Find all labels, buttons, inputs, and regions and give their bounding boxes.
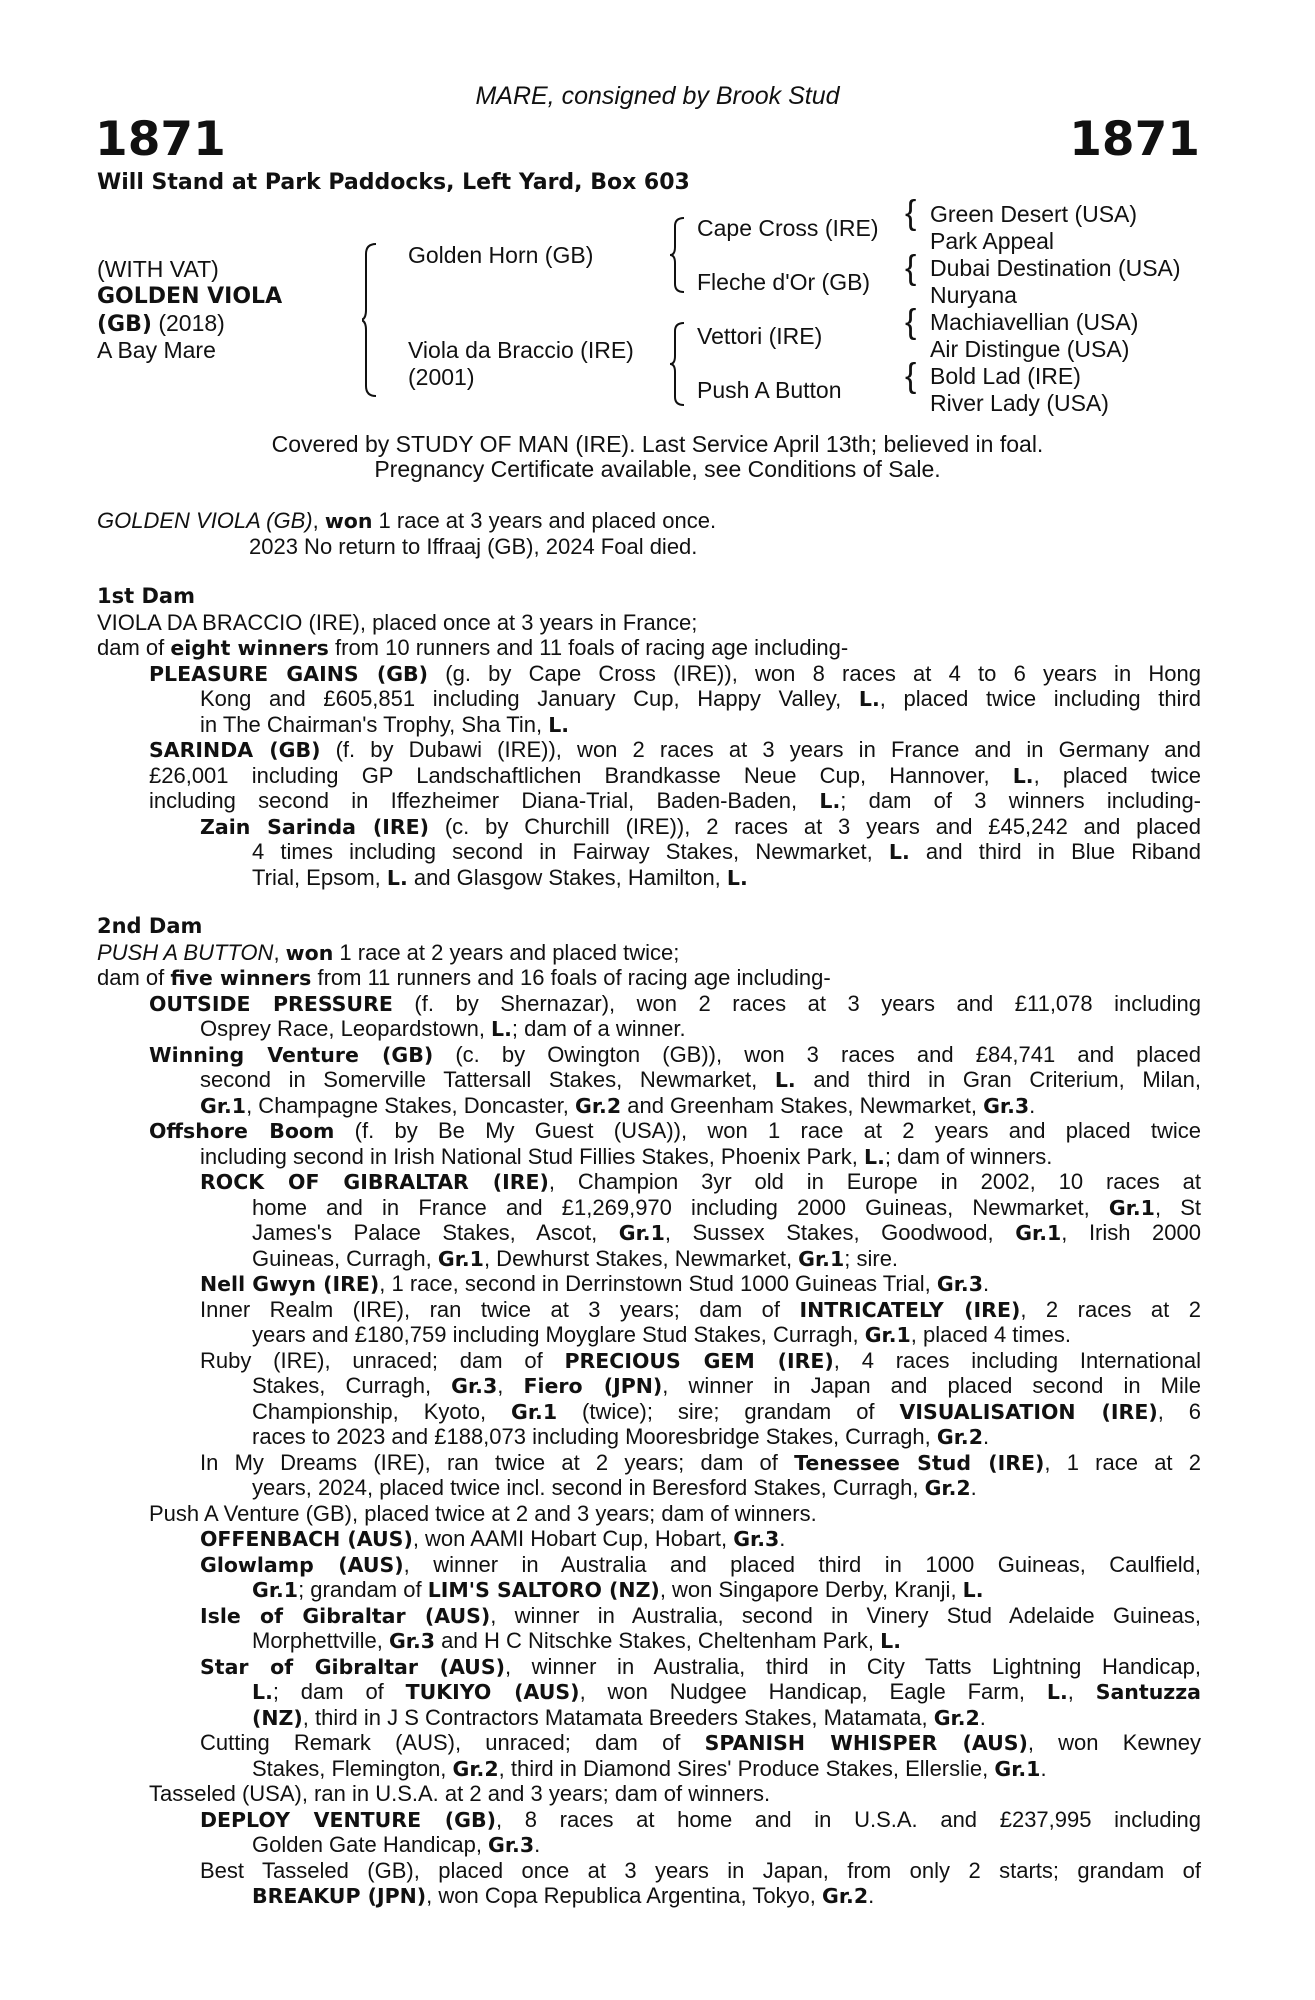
text-line [97, 1730, 1201, 1756]
text-run: , 1 race at 2 [1044, 1449, 1201, 1475]
text-run: L. [491, 1017, 512, 1041]
text-line [97, 1118, 1201, 1144]
text-run: , 8 races at home and in U.S.A. and £237,995 including [495, 1806, 1202, 1832]
text-run: In My Dreams (IRE), ran twice at 2 years; dam of [200, 1449, 795, 1475]
intro-block [97, 508, 1201, 559]
text-line: Best Tasseled (GB), placed once at 3 years in Japan, from only 2 starts; grandam of [200, 1857, 1201, 1883]
sire: Golden Horn (GB) [408, 242, 594, 268]
text-line [97, 737, 1201, 763]
text-run: Isle of Gibraltar (AUS) [200, 1603, 491, 1628]
text-run: Gr.3 [451, 1374, 498, 1398]
section-heading: 1st Dam [97, 584, 195, 608]
text-run: Championship, Kyoto, [252, 1398, 512, 1424]
text-run: , winner in Australia, third in City Tatts Lightning Handicap, [504, 1653, 1202, 1679]
text-run: Gr.1 [994, 1756, 1041, 1781]
text-run: , winner in Japan and placed second in Mile [662, 1373, 1202, 1398]
text-run: , won Copa Republica Argentina, Tokyo, [426, 1883, 823, 1908]
intro-line [97, 508, 1201, 534]
text-run: Gr.1 [1108, 1195, 1155, 1220]
text-run: Santuzza [1095, 1680, 1201, 1704]
text-line [97, 1016, 1201, 1042]
text-run: , third in J S Contractors Matamata Breeders Stakes, Matamata, [302, 1704, 934, 1730]
text-run: . [970, 1475, 977, 1500]
lot-number-left: 1871 [95, 112, 226, 167]
text-run: Morphettville, [252, 1628, 389, 1653]
horse-description: A Bay Mare [97, 337, 216, 363]
text-run: , winner in Australia, second in Vinery Stud Adelaide Guineas, [490, 1602, 1201, 1628]
text-line [97, 635, 1201, 661]
text-run: , Champion 3yr old in Europe in 2002, 10 races at [548, 1169, 1201, 1194]
text-run: Offshore Boom [149, 1119, 335, 1143]
text-run: (f. by Shernazar), won 2 races at 3 years and £11,078 including [392, 990, 1201, 1016]
text-run: , placed twice [1033, 762, 1201, 788]
text-run: TUKIYO (AUS) [405, 1680, 580, 1704]
text-run: (f. by Dubawi (IRE)), won 2 races at 3 years in France and in Germany and [320, 737, 1201, 762]
text-run: L. [726, 865, 748, 890]
text-run: Trial, Epsom, [252, 864, 387, 890]
g3-river-lady: River Lady (USA) [930, 390, 1109, 416]
text-run: (c. by Owington (GB)), won 3 races and £84,741 and placed [433, 1041, 1201, 1067]
text-line [97, 1348, 1201, 1374]
text-run: L. [548, 712, 570, 737]
text-run: Stakes, Curragh, [252, 1373, 452, 1398]
text-line [97, 1271, 1201, 1297]
pedigree-brace-main [362, 240, 382, 400]
text-run: ; dam of 3 winners including- [840, 788, 1202, 813]
certificate-line: Pregnancy Certificate available, see Conditions of Sale. [374, 456, 941, 482]
text-run: in The Chairman's Trophy, Sha Tin, [200, 711, 549, 737]
text-run: , 2 races at 2 [1020, 1296, 1201, 1322]
horse-origin-year [97, 310, 225, 338]
text-run: Gr.3 [936, 1272, 983, 1296]
text-run: L. [1046, 1680, 1068, 1704]
text-run: Gr.2 [924, 1476, 971, 1500]
consignor-line: MARE, consigned by Brook Stud [475, 82, 840, 110]
text-run: Inner Realm (IRE), ran twice at 3 years; dam of [200, 1296, 800, 1322]
text-line [97, 1450, 1201, 1476]
text-run: L. [858, 687, 880, 711]
sire-sire: Cape Cross (IRE) [697, 215, 879, 241]
text-run: L. [252, 1680, 273, 1704]
text-run: . [1029, 1092, 1036, 1118]
text-run: SARINDA (GB) [149, 738, 321, 762]
vat-note: (WITH VAT) [97, 256, 219, 282]
text-run: races to 2023 and £188,073 including Mooresbridge Stakes, Curragh, [252, 1424, 937, 1449]
text-run: and Greenham Stakes, Newmarket, [621, 1092, 984, 1118]
text-line [97, 1169, 1201, 1195]
text-run: . [868, 1883, 875, 1908]
text-line [97, 1373, 1201, 1399]
text-line [97, 1883, 1201, 1909]
text-run: ; grandam of [298, 1577, 428, 1602]
brace-sd: { [905, 249, 917, 287]
text-run: L. [1012, 763, 1034, 788]
text-run: James's Palace Stakes, Ascot, [252, 1220, 619, 1245]
text-run: years and £180,759 including Moyglare Stud Stakes, Curragh, [252, 1322, 865, 1347]
text-run: Gr.2 [575, 1093, 622, 1118]
text-run: , Dewhurst Stakes, Newmarket, [483, 1245, 799, 1271]
brace-dd: { [905, 357, 917, 395]
text-run: ROCK OF GIBRALTAR (IRE) [200, 1170, 549, 1194]
text-line: Push A Venture (GB), placed twice at 2 and 3 years; dam of winners. [149, 1500, 817, 1526]
text-run: SPANISH WHISPER (AUS) [704, 1731, 1028, 1755]
text-run: , won AAMI Hobart Cup, Hobart, [412, 1526, 734, 1551]
dam: Viola da Braccio (IRE) [408, 337, 634, 363]
text-run: (g. by Cape Cross (IRE)), won 8 races at 4 to 6 years in Hong [428, 660, 1201, 686]
text-run: L. [864, 1144, 885, 1169]
g3-nuryana: Nuryana [930, 282, 1017, 308]
second-dam-section [97, 914, 1201, 1909]
text-run: , 4 races including International [833, 1347, 1201, 1373]
horse-name: GOLDEN VIOLA [97, 284, 283, 309]
text-run: Fiero (JPN) [523, 1374, 663, 1398]
text-run: won [285, 940, 334, 965]
text-run: Star of Gibraltar (AUS) [200, 1654, 505, 1679]
text-run: L. [819, 789, 841, 813]
lot-number-right: 1871 [1069, 112, 1200, 167]
text-line [97, 1195, 1201, 1221]
text-run: , placed 4 times. [910, 1322, 1071, 1347]
text-line [97, 1603, 1201, 1629]
text-run: including second in Irish National Stud Fillies Stakes, Phoenix Park, [200, 1143, 865, 1169]
g3-machiavellian: Machiavellian (USA) [930, 309, 1139, 335]
text-run: and third in Blue Riband [909, 839, 1202, 864]
text-line [97, 1067, 1201, 1093]
text-run: , Sussex Stakes, Goodwood, [664, 1220, 1016, 1245]
intro-line: 2023 No return to Iffraaj (GB), 2024 Foal died. [249, 533, 698, 559]
text-line: Tasseled (USA), ran in U.S.A. at 2 and 3 years; dam of winners. [149, 1781, 771, 1806]
text-run: PLEASURE GAINS (GB) [149, 661, 429, 686]
text-run: ; dam of [272, 1679, 406, 1704]
text-run: Gr.2 [936, 1425, 983, 1449]
text-run: Osprey Race, Leopardstown, [200, 1016, 492, 1041]
text-run: (2018) [158, 310, 225, 336]
text-line [97, 1756, 1201, 1782]
text-line [97, 1144, 1201, 1170]
text-run: from 10 runners and 11 foals of racing age including- [328, 635, 849, 660]
text-line [97, 940, 1201, 966]
text-run: . [982, 1424, 990, 1449]
text-line [97, 1220, 1201, 1246]
text-run: £26,001 including GP Landschaftlichen Brandkasse Neue Cup, Hannover, [149, 762, 1013, 788]
text-line [97, 865, 1201, 891]
text-run: (NZ) [252, 1705, 303, 1730]
text-run: OUTSIDE PRESSURE [149, 991, 393, 1016]
text-run: , [273, 939, 286, 965]
text-run: , 6 [1157, 1398, 1202, 1424]
text-run: , [312, 508, 325, 533]
text-run: Nell Gwyn (IRE) [200, 1272, 380, 1296]
text-run: , [497, 1373, 524, 1398]
text-run: 1 race at 2 years and placed twice; [333, 939, 680, 965]
text-line [97, 839, 1201, 865]
text-run: (twice); sire; grandam of [557, 1398, 900, 1424]
text-line [97, 1705, 1201, 1731]
text-line [97, 686, 1201, 712]
text-run: , Irish 2000 [1061, 1220, 1201, 1245]
text-run: L. [888, 840, 910, 864]
text-run: (GB) [97, 312, 152, 337]
text-run: L. [386, 865, 408, 890]
text-line [97, 712, 1201, 738]
text-run: LIM'S SALTORO (NZ) [427, 1578, 660, 1602]
text-run: Gr.3 [983, 1093, 1030, 1118]
text-run: Guineas, Curragh, [252, 1245, 438, 1271]
text-line: VIOLA DA BRACCIO (IRE), placed once at 3 years in France; [97, 609, 698, 635]
text-run: OFFENBACH (AUS) [200, 1527, 413, 1551]
text-run: Gr.2 [933, 1705, 980, 1730]
text-run: Gr.1 [1015, 1221, 1062, 1245]
text-run: won [324, 509, 373, 533]
pedigree-brace-sire [670, 214, 690, 296]
g3-bold-lad: Bold Lad (IRE) [930, 363, 1081, 389]
sire-dam: Fleche d'Or (GB) [697, 269, 871, 295]
text-run: , 1 race, second in Derrinstown Stud 1000 Guineas Trial, [379, 1271, 937, 1296]
g3-dubai-destination: Dubai Destination (USA) [930, 255, 1181, 281]
text-run: Gr.3 [388, 1629, 436, 1653]
g3-air-distingue: Air Distingue (USA) [930, 336, 1130, 362]
text-run: Gr.1 [798, 1246, 845, 1271]
brace-ss: { [905, 194, 917, 232]
g3-park-appeal: Park Appeal [930, 228, 1055, 254]
text-run: Ruby (IRE), unraced; dam of [200, 1347, 565, 1373]
text-run: ; sire. [844, 1245, 899, 1271]
text-run: Gr.2 [452, 1756, 499, 1781]
text-run: years, 2024, placed twice incl. second in Beresford Stakes, Curragh, [252, 1475, 925, 1500]
text-run: , won Nudgee Handicap, Eagle Farm, [579, 1679, 1047, 1704]
stand-location: Will Stand at Park Paddocks, Left Yard, Box 603 [97, 170, 690, 195]
text-run: , [1067, 1679, 1096, 1704]
text-run: GOLDEN VIOLA (GB) [97, 508, 313, 533]
text-line [97, 1475, 1201, 1501]
text-run: ; dam of a winner. [511, 1016, 686, 1041]
text-run: Stakes, Flemington, [252, 1755, 453, 1781]
text-run: VISUALISATION (IRE) [899, 1399, 1158, 1424]
text-run: Gr.1 [864, 1323, 911, 1347]
text-run: Glowlamp (AUS) [200, 1552, 404, 1577]
text-run: five winners [170, 966, 312, 990]
text-run: home and in France and £1,269,970 including 2000 Guineas, Newmarket, [252, 1194, 1109, 1220]
text-run: Winning Venture (GB) [149, 1042, 434, 1067]
text-run: and third in Gran Criterium, Milan, [795, 1067, 1202, 1092]
text-run: . [982, 1271, 990, 1296]
text-run: L. [880, 1629, 901, 1653]
text-run: , third in Diamond Sires' Produce Stakes, Ellerslie, [498, 1755, 995, 1781]
text-line [97, 1322, 1201, 1348]
text-line [97, 1093, 1201, 1119]
dam-dam: Push A Button [697, 377, 842, 403]
text-run: Golden Gate Handicap, [252, 1832, 489, 1857]
section-heading: 2nd Dam [97, 914, 203, 938]
brace-ds: { [905, 303, 917, 341]
text-run: Gr.1 [511, 1399, 558, 1424]
text-line [97, 788, 1201, 814]
text-line [97, 1628, 1201, 1654]
text-run: . [779, 1526, 786, 1551]
dam-sire: Vettori (IRE) [697, 323, 823, 349]
text-run: PRECIOUS GEM (IRE) [564, 1348, 834, 1373]
first-dam-section [97, 584, 1201, 890]
text-run: , Champagne Stakes, Doncaster, [246, 1092, 576, 1118]
text-run: . [534, 1832, 541, 1857]
text-run: Cutting Remark (AUS), unraced; dam of [200, 1730, 705, 1755]
text-run: DEPLOY VENTURE (GB) [200, 1807, 496, 1832]
text-line [97, 1654, 1201, 1680]
text-line [97, 965, 1201, 991]
text-line [97, 1042, 1201, 1068]
text-run: BREAKUP (JPN) [252, 1884, 427, 1908]
text-run: eight winners [170, 636, 329, 660]
text-run: . [979, 1704, 986, 1730]
text-run: Zain Sarinda (IRE) [200, 814, 430, 839]
text-line [97, 1807, 1201, 1833]
text-line [97, 1297, 1201, 1323]
text-run: Gr.1 [437, 1246, 484, 1271]
text-run: Tenessee Stud (IRE) [794, 1450, 1045, 1475]
text-run: and H C Nitschke Stakes, Cheltenham Park, [435, 1628, 881, 1653]
pedigree-brace-dam [670, 319, 690, 409]
text-line [97, 1552, 1201, 1578]
text-line [97, 1399, 1201, 1425]
text-run: , winner in Australia and placed third in 1000 Guineas, Caulfield, [403, 1551, 1201, 1577]
text-run: (c. by Churchill (IRE)), 2 races at 3 years and £45,242 and placed [429, 813, 1201, 839]
text-run: INTRICATELY (IRE) [799, 1297, 1021, 1322]
text-line [97, 1832, 1201, 1858]
text-line [97, 763, 1201, 789]
text-run: Gr.1 [618, 1221, 665, 1245]
text-line [97, 661, 1201, 687]
text-line [97, 1424, 1201, 1450]
text-run: 1 race at 3 years and placed once. [372, 508, 717, 533]
dam-year: (2001) [408, 364, 475, 390]
text-run: L. [962, 1578, 984, 1602]
text-line [97, 991, 1201, 1017]
text-run: . [1040, 1755, 1047, 1781]
text-line [97, 1679, 1201, 1705]
text-run: Kong and £605,851 including January Cup, Happy Valley, [200, 686, 859, 711]
text-run: , St [1154, 1194, 1202, 1220]
g3-green-desert: Green Desert (USA) [930, 201, 1138, 227]
text-run: Gr.2 [822, 1884, 869, 1908]
text-run: Gr.1 [200, 1093, 247, 1118]
text-run: , won Kewney [1027, 1730, 1201, 1755]
text-run: dam of [97, 965, 171, 990]
text-run: , placed twice including third [879, 686, 1201, 711]
text-run: PUSH A BUTTON [97, 939, 274, 965]
text-run: L. [774, 1068, 796, 1092]
text-run: ; dam of winners. [884, 1143, 1053, 1169]
text-run: , won Singapore Derby, Kranji, [659, 1577, 963, 1602]
text-line [97, 814, 1201, 840]
covered-line: Covered by STUDY OF MAN (IRE). Last Service April 13th; believed in foal. [271, 431, 1044, 457]
text-line [97, 1526, 1201, 1552]
text-run: (f. by Be My Guest (USA)), won 1 race at 2 years and placed twice [334, 1118, 1202, 1143]
text-line [97, 1246, 1201, 1272]
text-run: second in Somerville Tattersall Stakes, Newmarket, [200, 1067, 775, 1092]
text-run: Gr.1 [252, 1578, 299, 1602]
text-run: 4 times including second in Fairway Stakes, Newmarket, [252, 839, 889, 864]
text-run: Gr.3 [733, 1527, 780, 1551]
text-run: Gr.3 [488, 1833, 535, 1857]
text-run: dam of [97, 635, 171, 660]
text-line [97, 1577, 1201, 1603]
text-run: from 11 runners and 16 foals of racing age including- [311, 965, 831, 990]
text-run: and Glasgow Stakes, Hamilton, [407, 864, 727, 890]
text-run: including second in Iffezheimer Diana-Trial, Baden-Baden, [149, 788, 820, 813]
